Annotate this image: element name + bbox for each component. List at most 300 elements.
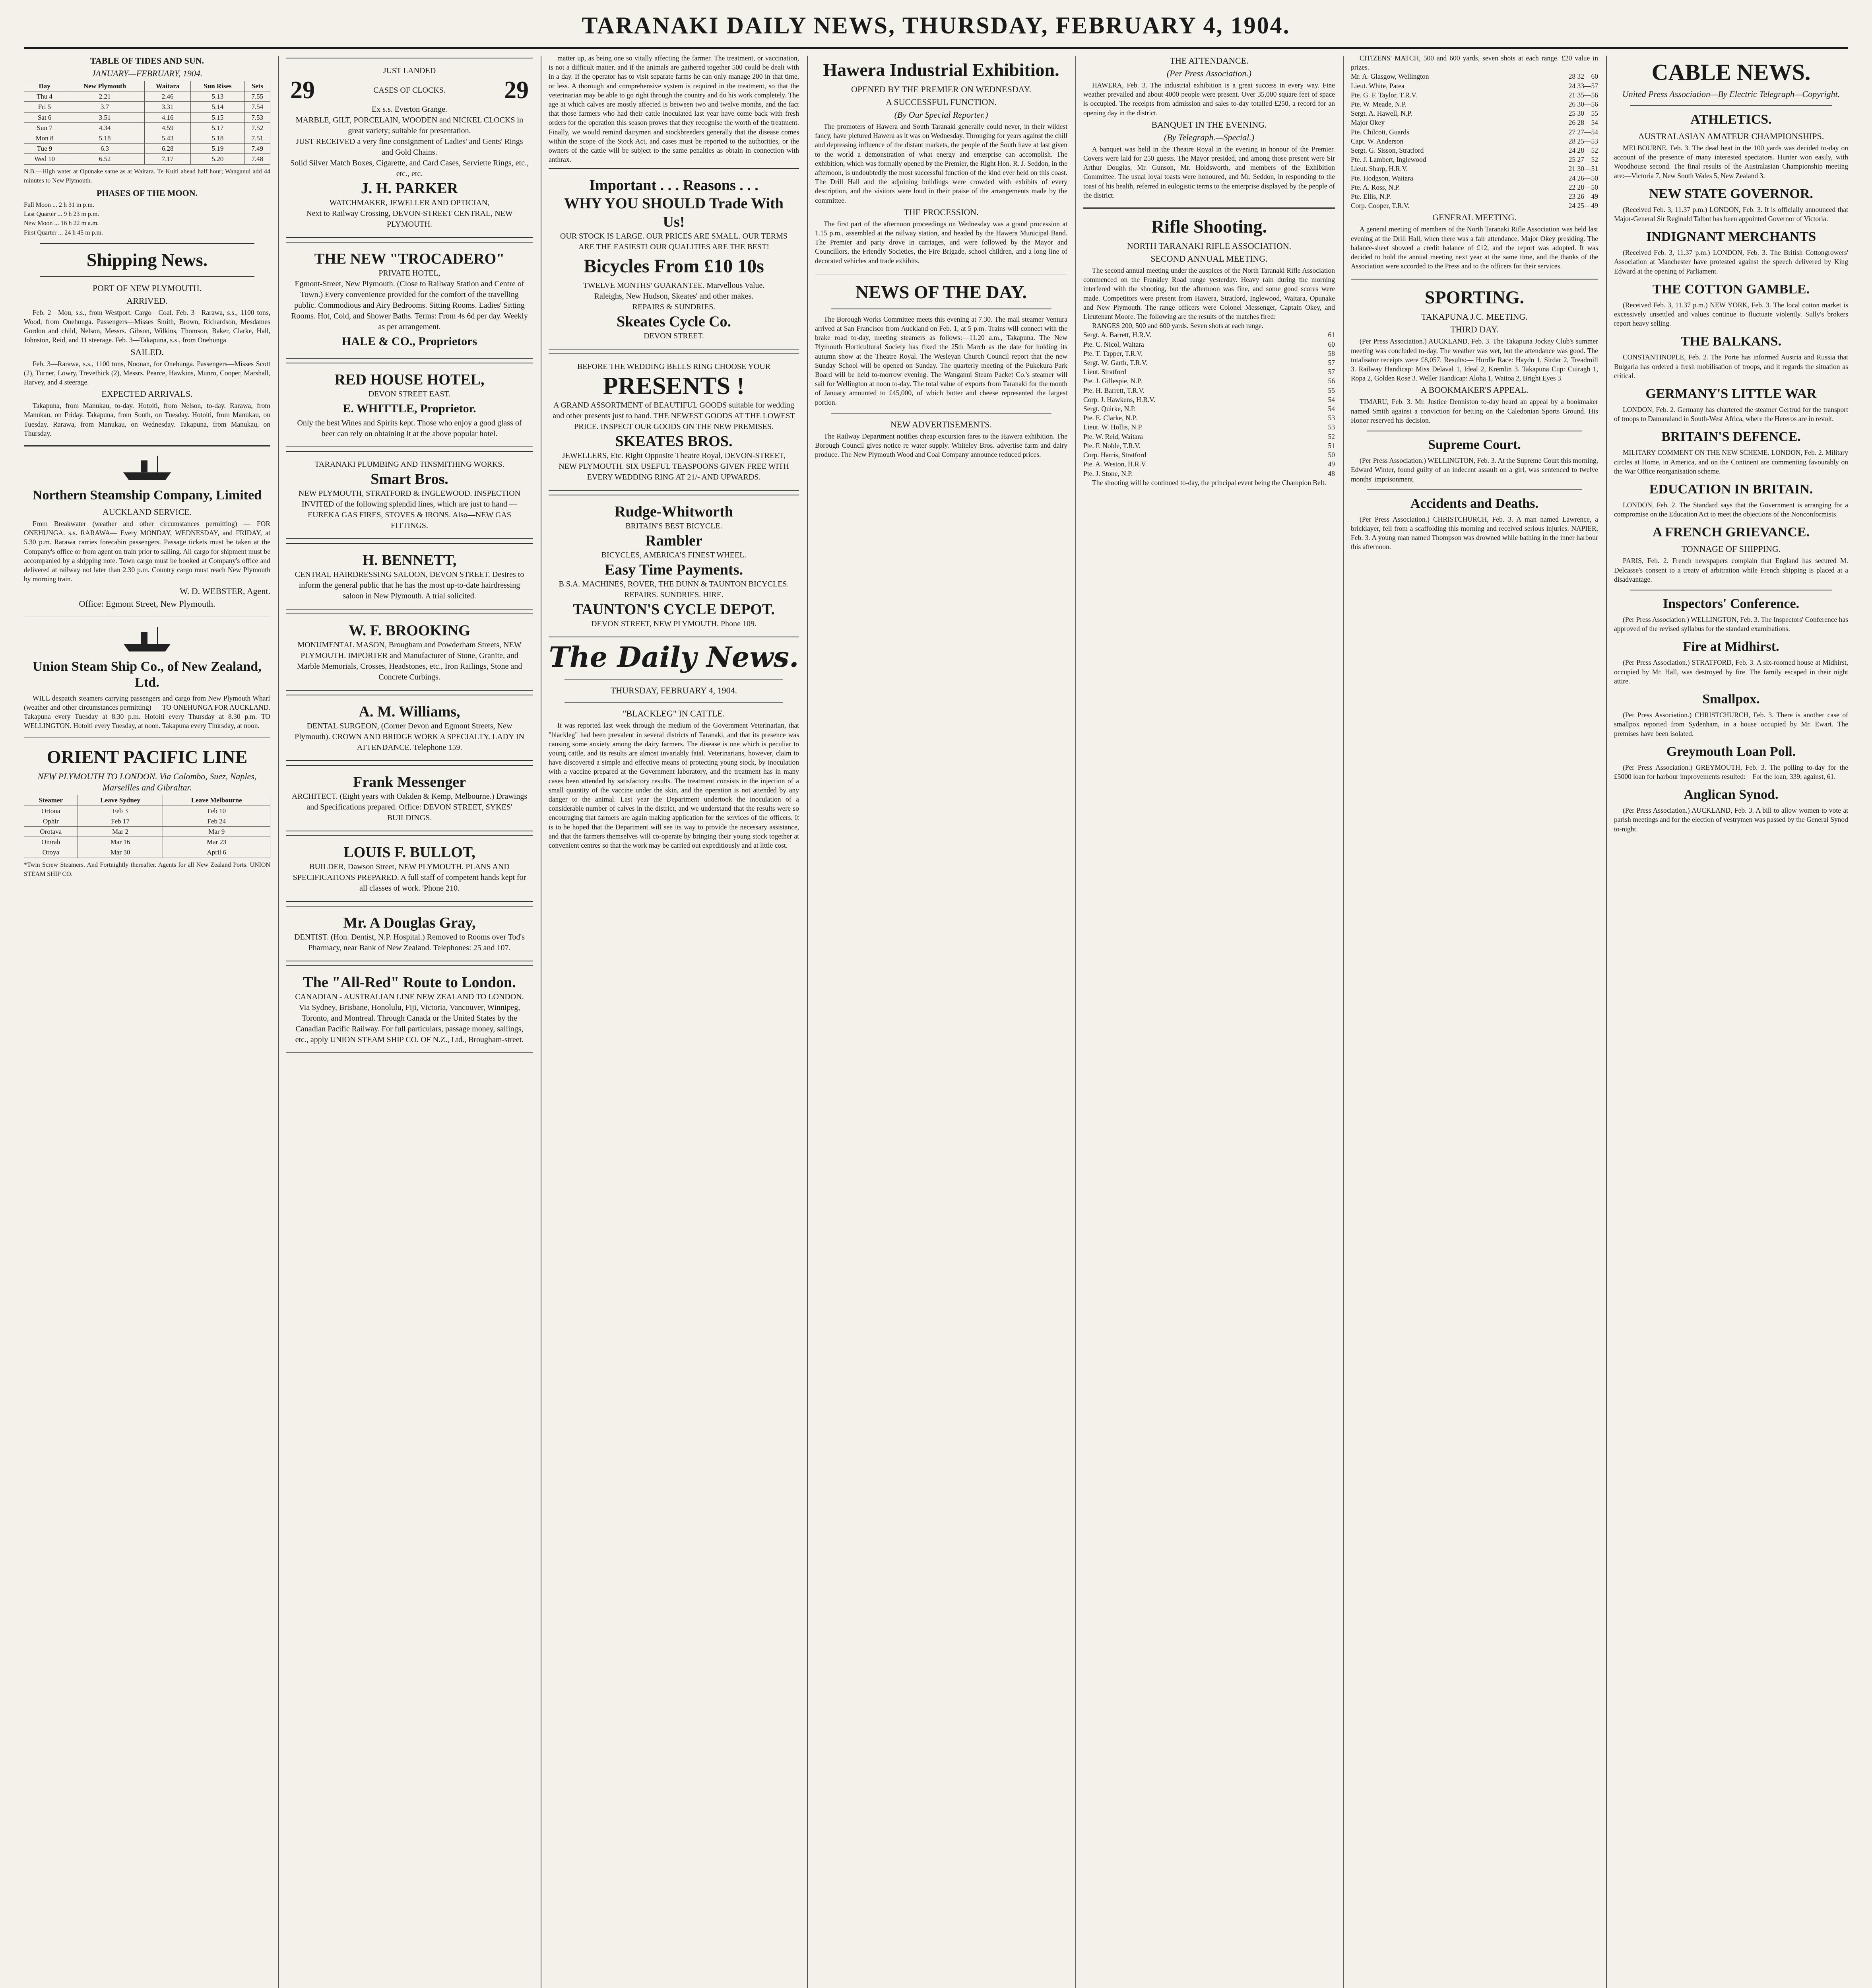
union-title: Union Steam Ship Co., of New Zealand, Ltd. bbox=[33, 659, 262, 690]
orient-table-cell: Feb 10 bbox=[163, 806, 270, 816]
bennett-ad bbox=[286, 543, 533, 610]
tide-table-cell: Sun 7 bbox=[24, 122, 65, 133]
citizens-result-row-name: Mr. A. Glasgow, Wellington bbox=[1351, 72, 1429, 81]
clocks-ad bbox=[286, 58, 533, 238]
rambler-sub: BICYCLES, AMERICA'S FINEST WHEEL. bbox=[601, 551, 747, 560]
daily-news-title: The Daily News. bbox=[549, 641, 799, 674]
tide-table-row bbox=[24, 91, 270, 102]
moon-phase-row: Full Moon ... 2 h 31 m p.m. bbox=[24, 202, 94, 209]
gray-text: DENTIST. (Hon. Dentist, N.P. Hospital.) Removed to Rooms over Tod's Pharmacy, near Bank of New Zealand. Telephones: 25 and 107. bbox=[294, 933, 525, 952]
column-rule bbox=[807, 56, 808, 1988]
citizens-result-row-name: Lieut. Sharp, H.R.V. bbox=[1351, 165, 1408, 173]
orient-table-cell: Mar 9 bbox=[163, 826, 270, 837]
tide-table-header: New Plymouth bbox=[65, 81, 145, 91]
tide-table-cell: Wed 10 bbox=[24, 154, 65, 164]
column-1 bbox=[24, 54, 270, 1988]
orient-table-cell: Mar 2 bbox=[78, 826, 163, 837]
citizens-result-row-name: Major Okey bbox=[1351, 118, 1385, 127]
general-meeting-title: GENERAL MEETING. bbox=[1432, 212, 1517, 223]
citizens-result-row bbox=[1351, 128, 1598, 137]
tide-table-cell: 5.13 bbox=[191, 91, 244, 102]
rifle-result-row-score: 51 bbox=[1328, 441, 1335, 450]
rifle-result-row-name: Corp. J. Hawkens, H.R.V. bbox=[1083, 395, 1155, 404]
citizens-result-row-name: Pte. A. Ross, N.P. bbox=[1351, 183, 1400, 191]
new-advts-title: NEW ADVERTISEMENTS. bbox=[890, 419, 992, 429]
tide-table-cell: 5.14 bbox=[191, 102, 244, 112]
presents-text: A GRAND ASSORTMENT of BEAUTIFUL GOODS suitable for wedding and other presents just to hand. THE NEWEST GOODS AT THE LOWEST PRICE. INSPECT OUR GOODS ON THE NEW PREMISES. bbox=[553, 401, 795, 431]
moon-title: PHASES OF THE MOON. bbox=[96, 188, 198, 198]
cases-number-right: 29 bbox=[504, 77, 529, 104]
article-continued: matter up, as being one so vitally affecting the farmer. The treatment, or vaccination, is not a difficult matter, and if the animals are gathered together 500 could be dealt with in a day. If the operator has to visit separate farms he can only manage 200 in that time, or less. A thorough and comprehensive system is required in the treatment, so that the veterinarian may be able to go right through the country and do his work completely. The age at which calves are mostly affected is between two and twelve months, and the fact that those farmers who had their cattle inoculated last year have come back with fresh orders for the operation this season proves that they recognise the worth of the treatment. Finally, we would remind dairymen and stockbreeders generally that the disease comes within the scope of the Stock Act, and cases must be reported to the authorities, or the owners of the cattle will be subject to the same penalties as obtain in connection with anthrax. bbox=[549, 54, 799, 164]
skeates-bros-text: JEWELLERS, Etc. Right Opposite Theatre Royal, DEVON-STREET, NEW PLYMOUTH. SIX USEFUL TEASPOONS GIVEN FREE WITH EVERY WEDDING RING AT 21/- AND UPWARDS. bbox=[559, 451, 789, 482]
column-rule bbox=[278, 56, 279, 1988]
citizens-result-row-score: 21 35—56 bbox=[1568, 91, 1598, 99]
cases-label: JUST LANDED bbox=[383, 66, 436, 75]
northern-office: Office: Egmont Street, New Plymouth. bbox=[79, 598, 215, 609]
reasons-ad bbox=[549, 168, 799, 349]
rifle-result-row-name: Pte. H. Barrett, T.R.V. bbox=[1083, 386, 1145, 394]
shipping-title: Shipping News. bbox=[86, 249, 208, 270]
tide-table-cell: 5.43 bbox=[144, 133, 190, 144]
rifle-result-row bbox=[1083, 340, 1335, 349]
rifle-result-row-name: Corp. Harris, Stratford bbox=[1083, 451, 1146, 459]
supreme-court-text: (Per Press Association.) WELLINGTON, Feb. 3. At the Supreme Court this morning, Edward Winter, found guilty of an indecent assault on a girl, was sentenced to twelve months' imprisonment. bbox=[1351, 456, 1598, 483]
governor-text: (Received Feb. 3, 11.37 p.m.) LONDON, Feb. 3. It is officially announced that Major-General Sir Reginald Talbot has been appointed Governor of Victoria. bbox=[1614, 205, 1848, 223]
redhouse-address: DEVON STREET EAST. bbox=[368, 390, 451, 398]
tide-table-row bbox=[24, 122, 270, 133]
williams-text: DENTAL SURGEON, (Corner Devon and Egmont Streets, New Plymouth). CROWN AND BRIDGE WORK A SPECIALTY. LADY IN ATTENDANCE. Telephone 159. bbox=[295, 722, 524, 752]
citizens-result-row-name: Capt. W. Anderson bbox=[1351, 137, 1404, 145]
tide-table-cell: 7.51 bbox=[244, 133, 270, 144]
rifle-result-row bbox=[1083, 330, 1335, 340]
blackleg-text: It was reported last week through the medium of the Government Veterinarian, that "blackleg" had been prevalent in several districts of Taranaki, and that its presence was causing some anxiety among the dairy farmers. The disease is one which is peculiar to young cattle, and its results are almost invariably fatal. Veterinarians, however, claim to have discovered a simple and effective means of protecting young stock, by inoculation with a vaccine prepared at the Government laboratory, and the treatment has in many cases been attended by satisfactory results. The treatment consists in the injection of a small quantity of the vaccine under the skin, and the operation is not attended by any danger to the animal. Last year the Department undertook the inoculation of a considerable number of calves in the district, and we understand that the results were so encouraging that farmers are again making application for the services of the officers. It is to be hoped that the Department will see its way to provide the necessary assistance, and that the farmers themselves will co-operate by bringing their young stock together at convenient centres so that the work may be carried out expeditiously and at little cost. bbox=[549, 721, 799, 850]
parker-trade: WATCHMAKER, JEWELLER AND OPTICIAN, bbox=[329, 198, 490, 207]
conference-title: Inspectors' Conference. bbox=[1662, 596, 1800, 612]
orient-table-cell: Feb 17 bbox=[78, 816, 163, 826]
attendance-text: HAWERA, Feb. 3. The industrial exhibition is a great success in every way. Fine weather prevailed and about 4000 people were present. Over 35,000 square feet of space is occupied. The receipts from admission and sales to-day totalled £250, a record for an opening day in the district. bbox=[1083, 81, 1335, 117]
athletics-title: ATHLETICS. bbox=[1690, 112, 1772, 127]
tide-table-cell: 7.48 bbox=[244, 154, 270, 164]
tide-table-cell: 5.20 bbox=[191, 154, 244, 164]
easytime-title: Easy Time Payments. bbox=[605, 561, 743, 579]
brooking-ad bbox=[286, 613, 533, 691]
citizens-result-row-name: Sergt. A. Hawell, N.P. bbox=[1351, 109, 1412, 118]
orient-table-cell: Oroya bbox=[24, 847, 78, 858]
column-rule bbox=[1075, 56, 1076, 1988]
orient-table-cell: Ophir bbox=[24, 816, 78, 826]
rifle-result-row-score: 49 bbox=[1328, 460, 1335, 468]
rifle-result-row-name: Pte. W. Reid, Waitara bbox=[1083, 432, 1143, 441]
rifle-result-row bbox=[1083, 367, 1335, 377]
orient-table-cell: Feb 24 bbox=[163, 816, 270, 826]
bullot-ad bbox=[286, 835, 533, 902]
tide-table-row bbox=[24, 154, 270, 164]
citizens-result-row-score: 25 30—55 bbox=[1568, 109, 1598, 118]
education-text: LONDON, Feb. 2. The Standard says that the Government is arranging for a compromise on the Education Act to meet the objections of the Nonconformists. bbox=[1614, 501, 1848, 518]
hawera-sub: OPENED BY THE PREMIER ON WEDNESDAY. bbox=[851, 84, 1032, 94]
midhirst-title: Fire at Midhirst. bbox=[1683, 639, 1779, 654]
citizens-result-row-name: Sergt. G. Sisson, Stratford bbox=[1351, 146, 1424, 155]
tide-table-cell: 7.52 bbox=[244, 122, 270, 133]
citizens-result-row bbox=[1351, 146, 1598, 155]
rifle-result-row bbox=[1083, 460, 1335, 469]
column-3 bbox=[549, 54, 799, 1988]
rudge-ad bbox=[549, 495, 799, 637]
athletics-text: MELBOURNE, Feb. 3. The dead heat in the 100 yards was decided to-day on account of the presence of many interested spectators. Hunter won easily, with Woodhouse second. The final results of the Australasian Championship meeting are:—Victoria 7, New South Wales 5, New Zealand 3. bbox=[1614, 144, 1848, 180]
moon-phase-row: New Moon ... 16 h 22 m a.m. bbox=[24, 220, 99, 227]
rifle-result-row-score: 57 bbox=[1328, 359, 1335, 367]
rifle-result-row-name: Pte. J. Gillespie, N.P. bbox=[1083, 377, 1142, 385]
orient-table-header: Leave Sydney bbox=[78, 795, 163, 806]
orient-table-cell: Feb 3 bbox=[78, 806, 163, 816]
steamship-icon bbox=[119, 454, 175, 482]
bicycles-title: Bicycles From £10 10s bbox=[584, 256, 764, 277]
tide-table-row bbox=[24, 133, 270, 144]
column-rule bbox=[1606, 56, 1607, 1988]
reasons-text: OUR STOCK IS LARGE. OUR PRICES ARE SMALL. OUR TERMS ARE THE EASIEST! OUR QUALITIES ARE THE BEST! bbox=[560, 232, 788, 252]
smart-pre: TARANAKI PLUMBING AND TINSMITHING WORKS. bbox=[314, 460, 504, 469]
citizens-result-row-score: 28 32—60 bbox=[1568, 72, 1598, 81]
citizens-result-row bbox=[1351, 192, 1598, 201]
hale-proprietors: HALE & CO., Proprietors bbox=[341, 335, 477, 348]
cotton-title: THE COTTON GAMBLE. bbox=[1652, 282, 1810, 297]
rifle-result-row bbox=[1083, 349, 1335, 358]
presents-title: PRESENTS ! bbox=[603, 373, 745, 400]
governor-title: NEW STATE GOVERNOR. bbox=[1649, 186, 1813, 201]
rifle-result-row-score: 58 bbox=[1328, 349, 1335, 357]
citizens-result-row bbox=[1351, 137, 1598, 146]
allred-title: The "All-Red" Route to London. bbox=[303, 974, 516, 991]
rifle-result-row-name: Sergt. A. Barrett, H.R.V. bbox=[1083, 331, 1151, 339]
brooking-title: W. F. BROOKING bbox=[349, 622, 470, 639]
tide-table-cell: 4.34 bbox=[65, 122, 145, 133]
steamship-icon bbox=[119, 625, 175, 653]
bullot-title: LOUIS F. BULLOT, bbox=[343, 844, 475, 861]
tide-table-cell: 3.31 bbox=[144, 102, 190, 112]
taunton-address: DEVON STREET, NEW PLYMOUTH. Phone 109. bbox=[591, 619, 757, 629]
greymouth-title: Greymouth Loan Poll. bbox=[1666, 744, 1796, 759]
rifle-result-row-score: 60 bbox=[1328, 340, 1335, 348]
column-7 bbox=[1614, 54, 1848, 1988]
french-sub: TONNAGE OF SHIPPING. bbox=[1681, 544, 1781, 554]
presents-ad bbox=[549, 353, 799, 491]
orient-table-cell: Orotava bbox=[24, 826, 78, 837]
germany-text: LONDON, Feb. 2. Germany has chartered the steamer Gertrud for the transport of troops to Damaraland in South-West Africa, where the Hereros are in revolt. bbox=[1614, 406, 1848, 423]
expected-text: Takapuna, from Manukau, to-day. Hotoiti, from Nelson, to-day. Rarawa, from Manukau, on Friday. Takapuna, from South, on Tuesday. Hotoiti, from Manukau, on Tuesday. Rarawa, from Manukau, on Wednesday. Takapuna, from Manukau, on Thursday. bbox=[24, 402, 270, 437]
tide-table-cell: 7.49 bbox=[244, 144, 270, 154]
received-text: JUST RECEIVED a very fine consignment of Ladies' and Gents' Rings and Gold Chains. bbox=[296, 137, 523, 157]
tide-table-cell: 5.17 bbox=[191, 122, 244, 133]
rifle-result-row bbox=[1083, 432, 1335, 441]
tide-table-cell: 5.18 bbox=[65, 133, 145, 144]
skeates-repairs: REPAIRS & SUNDRIES. bbox=[632, 303, 716, 312]
synod-text: (Per Press Association.) AUCKLAND, Feb. 3. A bill to allow women to vote at parish meetings and for the election of vestrymen was passed by the General Synod to-night. bbox=[1614, 806, 1848, 833]
citizens-result-row bbox=[1351, 82, 1598, 91]
tide-table-cell: 3.51 bbox=[65, 112, 145, 122]
tide-table-row bbox=[24, 144, 270, 154]
bullot-text: BUILDER, Dawson Street, NEW PLYMOUTH. PLANS AND SPECIFICATIONS PREPARED. A full staff of competent hands kept for all classes of work. 'Phone 210. bbox=[293, 862, 526, 893]
tide-table-cell: 7.17 bbox=[144, 154, 190, 164]
smallpox-title: Smallpox. bbox=[1702, 692, 1760, 707]
orient-table-cell: Ortona bbox=[24, 806, 78, 816]
citizens-result-row-score: 26 28—54 bbox=[1568, 118, 1598, 127]
midhirst-text: (Per Press Association.) STRATFORD, Feb. 3. A six-roomed house at Midhirst, occupied by Mr. Hall, was destroyed by fire. The family escaped in their night attire. bbox=[1614, 658, 1848, 685]
germany-title: GERMANY'S LITTLE WAR bbox=[1645, 386, 1817, 402]
moon-list bbox=[24, 200, 270, 237]
tide-table-title: TABLE OF TIDES AND SUN. bbox=[90, 56, 204, 66]
procession-text: The first part of the afternoon proceedings on Wednesday was a grand procession at 1.15 p.m., assembled at the railway station, and headed by the Hawera Municipal Band. The Premier and party drove in carriages, and were followed by the Mayor and Councillors, the Friendly Societies, the Fire Brigade, school children, and a long line of decorated vehicles and trade exhibits. bbox=[815, 219, 1067, 265]
tide-note: N.B.—High water at Opunake same as at Waitara. Te Kuiti ahead half hour; Wanganui add 44 minutes to New Plymouth. bbox=[24, 168, 270, 184]
smart-ad bbox=[286, 451, 533, 539]
rifle-result-row-score: 48 bbox=[1328, 469, 1335, 478]
rifle-result-row-name: Lieut. Stratford bbox=[1083, 368, 1126, 376]
tide-table-cell: 7.53 bbox=[244, 112, 270, 122]
arrived-label: ARRIVED. bbox=[126, 295, 168, 306]
citizens-result-row bbox=[1351, 155, 1598, 164]
new-advts-text: The Railway Department notifies cheap excursion fares to the Hawera exhibition. The Borough Council gives notice re water supply. Whiteley Bros. advertise farm and dairy produce. The New Plymouth Wood and Coal Company announce reduced prices. bbox=[815, 432, 1067, 459]
rifle-result-row-score: 61 bbox=[1328, 331, 1335, 339]
sporting-text: (Per Press Association.) AUCKLAND, Feb. 3. The Takapuna Jockey Club's summer meeting was concluded to-day. The weather was wet, but the attendance was good. The totalisator receipts were £8,057. Results:— Hurdle Race: Haydn 1, Sirdar 2, Treadmill 3. Railway Handicap: Miss Delaval 1, Ideal 2, Kremlin 3. Takapuna Cup: Cuiragh 1, Ropa 2, Golden Rose 3. Weller Handicap: Aloha 1, Waitoa 2, Bright Eyes 3. bbox=[1351, 337, 1598, 382]
banquet-text: A banquet was held in the Theatre Royal in the evening in honour of the Premier. Covers were laid for 250 guests. The Mayor presided, and among those present were Sir Arthur Douglas, Mr. Gunson, Mr. Holdsworth, and members of the Exhibition Committee. The usual loyal toasts were honoured, and Mr. Seddon, in responding to the toast of his health, referred in eulogistic terms to the enterprise displayed by the people of the district. bbox=[1083, 145, 1335, 199]
sporting-sub2: THIRD DAY. bbox=[1450, 324, 1499, 335]
conference-text: (Per Press Association.) WELLINGTON, Feb. 3. The Inspectors' Conference has approved of the revised syllabus for the standard examinations. bbox=[1614, 615, 1848, 633]
rifle-result-row-score: 57 bbox=[1328, 368, 1335, 376]
sporting-title: SPORTING. bbox=[1424, 287, 1525, 308]
citizens-result-row bbox=[1351, 174, 1598, 183]
results-note: The shooting will be continued to-day, the principal event being the Champion Belt. bbox=[1092, 478, 1326, 487]
rifle-sub: NORTH TARANAKI RIFLE ASSOCIATION. bbox=[1127, 241, 1292, 251]
citizens-result-row-score: 24 25—49 bbox=[1568, 202, 1598, 210]
rifle-result-row bbox=[1083, 414, 1335, 423]
citizens-result-row-name: Pte. W. Meade, N.P. bbox=[1351, 100, 1406, 109]
northern-agent: W. D. WEBSTER, Agent. bbox=[180, 586, 270, 596]
bicycles-sub: TWELVE MONTHS' GUARANTEE. Marvellous Value. bbox=[583, 281, 765, 290]
rifle-result-row bbox=[1083, 358, 1335, 367]
tide-table-subtitle: JANUARY—FEBRUARY, 1904. bbox=[91, 68, 203, 78]
rifle-result-row bbox=[1083, 404, 1335, 414]
orient-table-row bbox=[24, 806, 270, 816]
rifle-result-row bbox=[1083, 441, 1335, 450]
rifle-result-row-score: 54 bbox=[1328, 395, 1335, 404]
orient-table-cell: Mar 30 bbox=[78, 847, 163, 858]
defence-title: BRITAIN'S DEFENCE. bbox=[1661, 429, 1801, 445]
rifle-result-row-score: 56 bbox=[1328, 377, 1335, 385]
rifle-result-row bbox=[1083, 377, 1335, 386]
rifle-result-row bbox=[1083, 423, 1335, 432]
citizens-result-row-name: Corp. Cooper, T.R.V. bbox=[1351, 202, 1410, 210]
taunton-title: TAUNTON'S CYCLE DEPOT. bbox=[573, 601, 775, 618]
defence-text: MILITARY COMMENT ON THE NEW SCHEME. LONDON, Feb. 2. Military circles at Home, in America, and on the Continent are commenting favourably on the War Office reorganisation scheme. bbox=[1614, 448, 1848, 475]
news-of-the-day-title: NEWS OF THE DAY. bbox=[855, 282, 1027, 302]
tide-table-cell: Sat 6 bbox=[24, 112, 65, 122]
attendance-title: THE ATTENDANCE. bbox=[1170, 56, 1249, 66]
rifle-result-row-score: 50 bbox=[1328, 451, 1335, 459]
citizens-result-row-name: Pte. G. F. Taylor, T.R.V. bbox=[1351, 91, 1417, 99]
banquet-byline: (By Telegraph.—Special.) bbox=[1164, 132, 1255, 142]
union-text: WILL despatch steamers carrying passengers and cargo from New Plymouth Wharf (weather and other circumstances permitting) — TO ONEHUNGA FOR AUCKLAND. Takapuna every Tuesday at 8.30 p.m. Hotoiti every Thursday at 8.30 p.m. TO WELLINGTON. Hotoiti every Tuesday, at noon. Takapuna every Thursday, at noon. bbox=[24, 694, 270, 730]
orient-table-row bbox=[24, 826, 270, 837]
citizens-result-row-score: 26 30—56 bbox=[1568, 100, 1598, 109]
rudge-sub: BRITAIN'S BEST BICYCLE. bbox=[625, 522, 722, 531]
tide-table-cell: 4.59 bbox=[144, 122, 190, 133]
general-meeting-text: A general meeting of members of the North Taranaki Rifle Association was held last evening at the Drill Hall, when there was a fair attendance. Major Okey presiding. The balance-sheet showed a credit balance of £12, and the report was adopted. It was decided to hold the annual meeting next year at the same time, and the thanks of the Association were accorded to the Press and to the officers for their services. bbox=[1351, 225, 1598, 270]
hawera-title: Hawera Industrial Exhibition. bbox=[823, 60, 1059, 80]
tide-table-cell: 5.15 bbox=[191, 112, 244, 122]
trocadero-sub: PRIVATE HOTEL, bbox=[378, 269, 440, 278]
gray-ad bbox=[286, 906, 533, 961]
orient-table-row bbox=[24, 837, 270, 847]
blackleg-title: "BLACKLEG" IN CATTLE. bbox=[623, 709, 725, 719]
skeates-cycle: Skeates Cycle Co. bbox=[616, 313, 731, 330]
tide-table-header: Day bbox=[24, 81, 65, 91]
citizens-result-row-score: 27 27—54 bbox=[1568, 128, 1598, 136]
sporting-sub: TAKAPUNA J.C. MEETING. bbox=[1421, 312, 1528, 322]
indignant-title: INDIGNANT MERCHANTS bbox=[1646, 229, 1816, 245]
orient-table-row bbox=[24, 816, 270, 826]
hawera-sub2: A SUCCESSFUL FUNCTION. bbox=[886, 97, 997, 107]
parker-address: Next to Railway Crossing, DEVON-STREET CENTRAL, NEW PLYMOUTH. bbox=[306, 209, 513, 229]
orient-subtitle: NEW PLYMOUTH TO LONDON. Via Colombo, Suez, Naples, Marseilles and Gibraltar. bbox=[37, 771, 257, 793]
citizens-result-row-name: Pte. Hodgson, Waitara bbox=[1351, 174, 1413, 182]
procession-title: THE PROCESSION. bbox=[904, 207, 979, 217]
rifle-sub2: SECOND ANNUAL MEETING. bbox=[1150, 254, 1268, 264]
education-title: EDUCATION IN BRITAIN. bbox=[1649, 482, 1813, 497]
column-6 bbox=[1351, 54, 1598, 1988]
tide-table-cell: 3.7 bbox=[65, 102, 145, 112]
hawera-byline: (By Our Special Reporter.) bbox=[894, 110, 988, 120]
citizens-result-row-score: 24 26—50 bbox=[1568, 174, 1598, 182]
tide-table-cell: 6.28 bbox=[144, 144, 190, 154]
orient-title: ORIENT PACIFIC LINE bbox=[47, 747, 248, 767]
williams-ad bbox=[286, 695, 533, 761]
citizens-result-row-name: Lieut. White, Patea bbox=[1351, 82, 1404, 90]
tide-table-row bbox=[24, 112, 270, 122]
wedding-pre: BEFORE THE WEDDING BELLS RING CHOOSE YOUR bbox=[577, 362, 771, 371]
accidents-text: (Per Press Association.) CHRISTCHURCH, Feb. 3. A man named Lawrence, a bricklayer, fell from a scaffolding this morning and received serious injuries. NAPIER, Feb. 3. A young man named Thompson was drowned while bathing in the inner harbour this afternoon. bbox=[1351, 515, 1598, 551]
rifle-result-row-score: 52 bbox=[1328, 432, 1335, 441]
citizens-result-row bbox=[1351, 100, 1598, 109]
appeal-text: TIMARU, Feb. 3. Mr. Justice Denniston to-day heard an appeal by a bookmaker named Smith against a conviction for betting on the Caledonian Sports Ground. His Honor reserved his decision. bbox=[1351, 398, 1598, 424]
rifle-results-list bbox=[1083, 330, 1335, 478]
citizens-text: CITIZENS' MATCH, 500 and 600 yards, seven shots at each range. £20 value in prizes. bbox=[1351, 54, 1598, 72]
column-rule bbox=[1343, 56, 1344, 1988]
citizens-results-list bbox=[1351, 72, 1598, 210]
bicycles-makes: Raleighs, New Hudson, Skeates' and other makes. bbox=[594, 292, 754, 301]
brooking-text: MONUMENTAL MASON, Brougham and Powderham Streets, NEW PLYMOUTH. IMPORTER and Manufacturer of Stone, Granite, and Marble Memorials, Crosses, Headstones, etc., Iron Railings, Stone and Concrete Curbings. bbox=[297, 641, 522, 681]
cotton-text: (Received Feb. 3, 11.37 p.m.) NEW YORK, Feb. 3. The local cotton market is excessively unsettled and values continue to fluctuate violently. Sully's brokers report heavy selling. bbox=[1614, 301, 1848, 328]
smart-title: Smart Bros. bbox=[371, 471, 448, 487]
redhouse-proprietor: E. WHITTLE, Proprietor. bbox=[343, 402, 476, 415]
citizens-result-row bbox=[1351, 109, 1598, 118]
important-heading: Important . . . Reasons . . . bbox=[589, 177, 758, 194]
rifle-result-row-score: 54 bbox=[1328, 405, 1335, 413]
citizens-result-row bbox=[1351, 183, 1598, 192]
tide-table-header: Sun Rises bbox=[191, 81, 244, 91]
moon-phase-row: First Quarter ... 24 h 45 m p.m. bbox=[24, 229, 103, 236]
redhouse-title: RED HOUSE HOTEL, bbox=[334, 371, 485, 388]
tide-table-cell: 5.19 bbox=[191, 144, 244, 154]
tide-table-header: Waitara bbox=[144, 81, 190, 91]
expected-label: EXPECTED ARRIVALS. bbox=[101, 389, 193, 399]
also-text: Solid Silver Match Boxes, Cigarette, and Card Cases, Serviette Rings, etc., etc., etc. bbox=[290, 159, 529, 178]
citizens-result-row-name: Pte. J. Lambert, Inglewood bbox=[1351, 155, 1426, 164]
rifle-result-row bbox=[1083, 386, 1335, 395]
orient-table-cell: April 6 bbox=[163, 847, 270, 858]
citizens-result-row-score: 24 33—57 bbox=[1568, 82, 1598, 90]
smart-text: NEW PLYMOUTH, STRATFORD & INGLEWOOD. INSPECTION INVITED of the following splendid lines, which are just to hand — EUREKA GAS FIRES, STOVES & IRONS. Also—NEW GAS FITTINGS. bbox=[298, 489, 521, 530]
orient-table-header: Steamer bbox=[24, 795, 78, 806]
rifle-result-row bbox=[1083, 469, 1335, 478]
rifle-result-row-name: Sergt. Quirke, N.P. bbox=[1083, 405, 1136, 413]
smallpox-text: (Per Press Association.) CHRISTCHURCH, Feb. 3. There is another case of smallpox reported from Sydenham, in a house occupied by Mr. Ewart. The premises have been isolated. bbox=[1614, 711, 1848, 738]
indignant-text: (Received Feb. 3, 11.37 p.m.) LONDON, Feb. 3. The British Cottongrowers' Association at Manchester have protested against the speech delivered by King Edward at the opening of Parliament. bbox=[1614, 248, 1848, 275]
citizens-result-row bbox=[1351, 118, 1598, 127]
masthead: TARANAKI DAILY NEWS, THURSDAY, FEBRUARY 4, 1904. bbox=[582, 12, 1290, 39]
messenger-ad bbox=[286, 765, 533, 831]
cases-ship: Ex s.s. Everton Grange. bbox=[372, 105, 447, 114]
greymouth-text: (Per Press Association.) GREYMOUTH, Feb. 3. The polling to-day for the £5000 loan for harbour improvements resulted:—For the loan, 339; against, 61. bbox=[1614, 763, 1848, 780]
trocadero-text: Egmont-Street, New Plymouth. (Close to Railway Station and Centre of Town.) Every convenience provided for the comfort of the travelling public. Commodious and Airy Bedrooms. Sitting Rooms. Ladies' Sitting Rooms. Hot, Cold, and Shower Baths. Terms: From 4s 6d per day. Weekly as per arrangement. bbox=[291, 280, 528, 331]
moon-phase-row: Last Quarter ... 9 h 23 m p.m. bbox=[24, 211, 99, 218]
column-2 bbox=[286, 54, 533, 1988]
citizens-result-row-score: 25 27—52 bbox=[1568, 155, 1598, 164]
citizens-result-row-score: 22 28—50 bbox=[1568, 183, 1598, 191]
cable-news-title: CABLE NEWS. bbox=[1651, 59, 1811, 85]
rifle-result-row-name: Pte. E. Clarke, N.P. bbox=[1083, 414, 1137, 422]
citizens-result-row-score: 24 28—52 bbox=[1568, 146, 1598, 155]
tide-table-cell: 6.3 bbox=[65, 144, 145, 154]
arrived-text: Feb. 2—Mou, s.s., from Westport. Cargo—Coal. Feb. 3—Rarawa, s.s., 1100 tons, Wood, from Onehunga. Passengers—Misses Smith, Brown, Richardson, Mesdames Gordon and child, Nelson, Messrs. Gibson, Wilkins, Thomson, Baker, Clarke, Hall, Johnston, Reid, and 11 steerage. Feb. 3—Takapuna, s.s., from Onehunga. bbox=[24, 308, 270, 344]
rifle-result-row-name: Sergt. W. Garth, T.R.V. bbox=[1083, 359, 1148, 367]
masthead-rule bbox=[24, 47, 1848, 49]
clocks-text: MARBLE, GILT, PORCELAIN, WOODEN and NICKEL CLOCKS in great variety; suitable for presentation. bbox=[295, 116, 524, 135]
sailed-label: SAILED. bbox=[130, 347, 164, 357]
orient-table bbox=[24, 795, 270, 858]
skeates-address: DEVON STREET. bbox=[644, 332, 704, 341]
rudge-title: Rudge-Whitworth bbox=[615, 503, 733, 520]
tide-table-cell: Mon 8 bbox=[24, 133, 65, 144]
news-of-the-day-text: The Borough Works Committee meets this evening at 7.30. The mail steamer Ventura arrived at San Francisco from Auckland on Feb. 1, at 5 p.m. Trains will connect with the brake road to-day, meeting steamers as follows:—11.20 a.m., Takapuna. The New Plymouth Horticultural Society has fixed the 25th March as the date for holding its autumn show at the Theatre Royal. The Wesleyan Church Council report that the new Sunday School will be opened on Sunday. The quarterly meeting of the Pukekura Park Board will be held to-morrow evening. The Wanganui Steam Packet Co.'s steamer will sail for Wellington at noon to-day. The total value of exports from Taranaki for the month of January amounted to £45,000, of which butter and cheese represented the largest portion. bbox=[815, 315, 1067, 406]
balkans-title: THE BALKANS. bbox=[1680, 334, 1782, 349]
redhouse-text: Only the best Wines and Spirits kept. Those who enjoy a good glass of beer can rely on obtaining it at the above popular hotel. bbox=[297, 419, 522, 438]
supreme-court-title: Supreme Court. bbox=[1428, 437, 1521, 452]
tide-table-cell: 7.55 bbox=[244, 91, 270, 102]
cases-number-left: 29 bbox=[290, 77, 315, 104]
balkans-text: CONSTANTINOPLE, Feb. 2. The Porte has informed Austria and Russia that Bulgaria has ordered a fresh mobilisation of troops, and it regards the situation as critical. bbox=[1614, 353, 1848, 380]
rifle-result-row-name: Pte. T. Tapper, T.R.V. bbox=[1083, 349, 1143, 357]
citizens-result-row-score: 23 26—49 bbox=[1568, 192, 1598, 201]
allred-ad bbox=[286, 965, 533, 1053]
rifle-title: Rifle Shooting. bbox=[1151, 216, 1267, 237]
tide-table-header: Sets bbox=[244, 81, 270, 91]
messenger-title: Frank Messenger bbox=[353, 774, 466, 790]
hawera-text: The promoters of Hawera and South Taranaki generally could never, in their wildest fancy, have pictured Hawera as it was on Wednesday. Thronging for years against the chill and depressing influence of the distant markets, the people of the South have at last given to the world a demonstration of what energy and enterprise can accomplish. The exhibition, which was formally opened by the Premier, the Right Hon. R. J. Seddon, in the afternoon, is undoubtedly the most successful function of the kind ever held on this coast. The Drill Hall and the adjoining buildings were crowded with exhibits of every description, and the visitors were loud in their praise of the arrangements made by the committee. bbox=[815, 122, 1067, 204]
trade-with-us: WHY YOU SHOULD Trade With Us! bbox=[564, 195, 784, 231]
rifle-result-row-score: 53 bbox=[1328, 423, 1335, 431]
northern-title: Northern Steamship Company, Limited bbox=[32, 488, 262, 503]
citizens-result-row bbox=[1351, 164, 1598, 173]
sailed-text: Feb. 3—Rarawa, s.s., 1100 tons, Noonan, for Onehunga. Passengers—Misses Scott (2), Turner, Lowry, Trevethick (2), Messrs. Pearce, Hawkins, Munro, Cooper, Marshall, Harvey, and 4 steerage. bbox=[24, 359, 270, 386]
column-4 bbox=[815, 54, 1067, 1988]
rifle-result-row bbox=[1083, 395, 1335, 404]
messenger-text: ARCHITECT. (Eight years with Oakden & Kemp, Melbourne.) Drawings and Specifications prepared. Office: DEVON STREET, SYKES' BUILDINGS. bbox=[291, 792, 528, 822]
rifle-result-row-name: Pte. C. Nicol, Waitara bbox=[1083, 340, 1144, 348]
appeal-title: A BOOKMAKER'S APPEAL. bbox=[1420, 385, 1529, 395]
rambler-title: Rambler bbox=[645, 532, 702, 549]
orient-note: *Twin Screw Steamers. And Fortnightly thereafter. Agents for all New Zealand Ports. UNION STEAM SHIP CO. bbox=[24, 861, 270, 878]
redhouse-ad bbox=[286, 363, 533, 447]
column-5 bbox=[1083, 54, 1335, 1988]
